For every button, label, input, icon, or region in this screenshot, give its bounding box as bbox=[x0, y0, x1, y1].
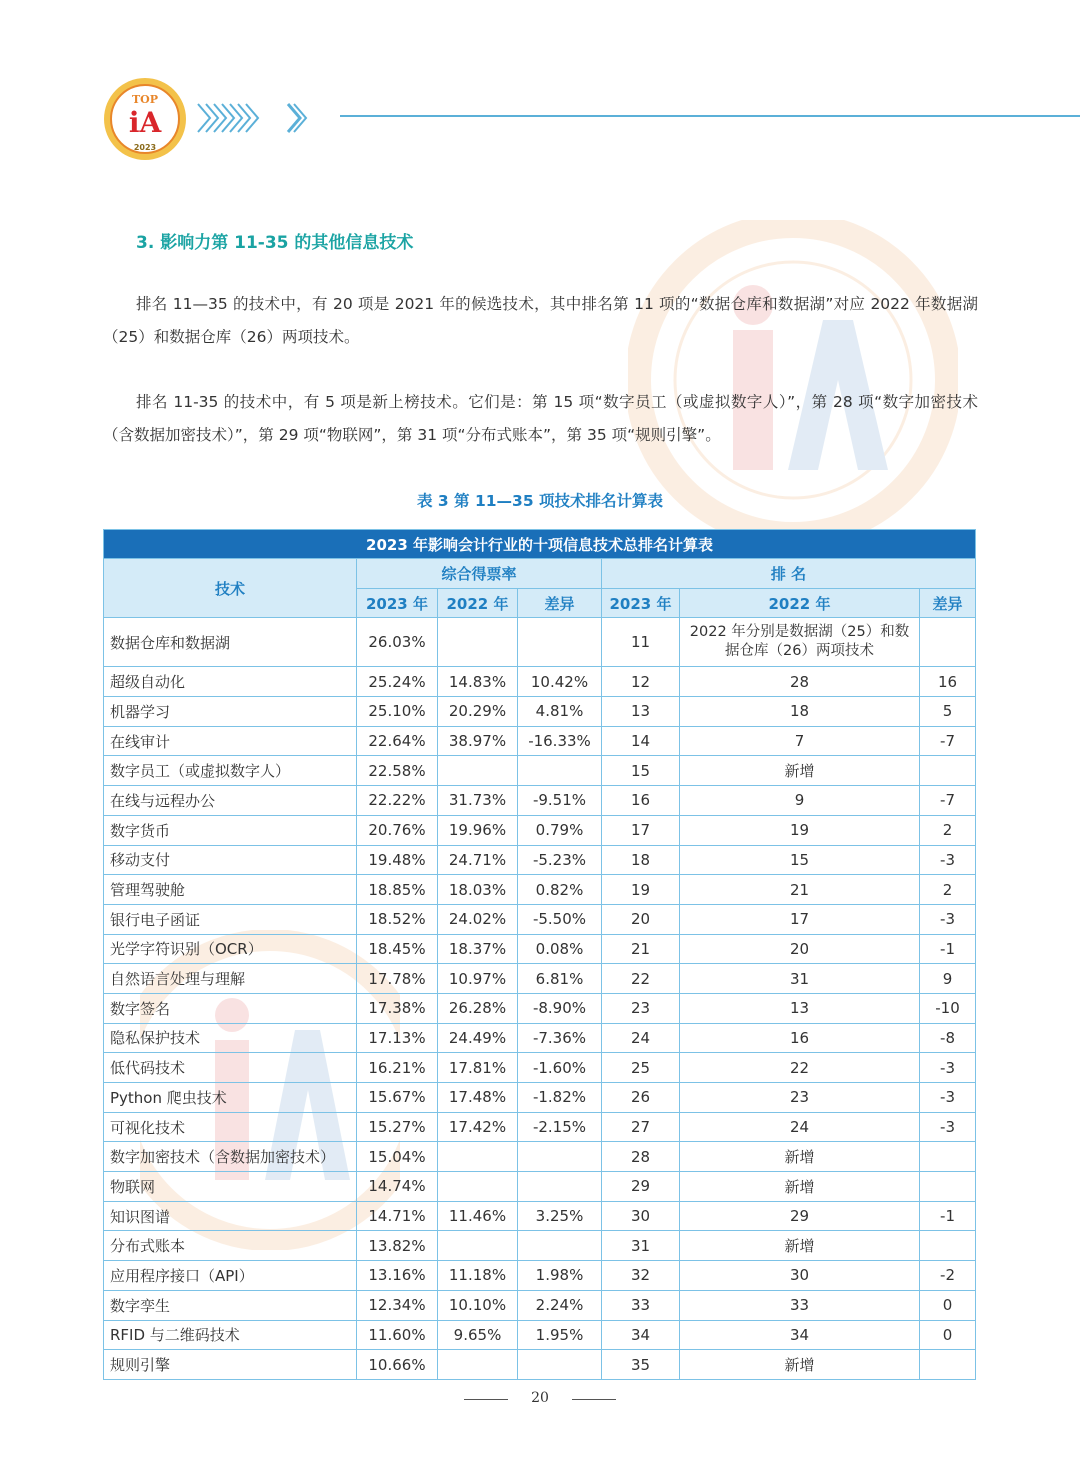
cell-rank-diff: -3 bbox=[920, 1083, 976, 1113]
cell-rate-diff bbox=[518, 1142, 602, 1172]
cell-rate-2022: 38.97% bbox=[438, 726, 518, 756]
cell-rank-2022: 33 bbox=[680, 1290, 920, 1320]
footer-rule-right bbox=[572, 1399, 616, 1400]
table-row bbox=[104, 1023, 976, 1053]
cell-rate-diff: 3.25% bbox=[518, 1201, 602, 1231]
cell-rank-2022: 18 bbox=[680, 697, 920, 727]
cell-rank-2023: 13 bbox=[602, 697, 680, 727]
cell-rank-2022: 21 bbox=[680, 875, 920, 905]
cell-rate-2022: 19.96% bbox=[438, 815, 518, 845]
cell-rate-diff: -7.36% bbox=[518, 1023, 602, 1053]
table-row bbox=[104, 1350, 976, 1380]
table-row bbox=[104, 667, 976, 697]
header-rate-group: 综合得票率 bbox=[357, 559, 602, 589]
cell-tech: 数字员工（或虚拟数字人） bbox=[104, 756, 357, 786]
header-tech: 技术 bbox=[104, 559, 357, 618]
cell-rate-2022: 11.18% bbox=[438, 1261, 518, 1291]
cell-rate-2022 bbox=[438, 618, 518, 667]
cell-rate-2022: 17.42% bbox=[438, 1112, 518, 1142]
cell-rank-2023: 23 bbox=[602, 993, 680, 1023]
cell-rank-2023: 25 bbox=[602, 1053, 680, 1083]
section-title: 3. 影响力第 11-35 的其他信息技术 bbox=[136, 233, 414, 253]
cell-tech: 隐私保护技术 bbox=[104, 1023, 357, 1053]
cell-rank-2023: 33 bbox=[602, 1290, 680, 1320]
cell-rate-2023: 18.52% bbox=[357, 904, 438, 934]
cell-rank-2023: 20 bbox=[602, 904, 680, 934]
cell-rank-2023: 30 bbox=[602, 1201, 680, 1231]
cell-rank-2023: 15 bbox=[602, 756, 680, 786]
cell-tech: 数字货币 bbox=[104, 815, 357, 845]
cell-rate-diff: -9.51% bbox=[518, 786, 602, 816]
cell-rate-2023: 26.03% bbox=[357, 618, 438, 667]
cell-rate-2022: 18.03% bbox=[438, 875, 518, 905]
cell-rate-2022 bbox=[438, 1350, 518, 1380]
cell-rank-diff: 0 bbox=[920, 1320, 976, 1350]
cell-rank-2022: 新增 bbox=[680, 1350, 920, 1380]
cell-rate-diff: -8.90% bbox=[518, 993, 602, 1023]
cell-rank-diff: -1 bbox=[920, 934, 976, 964]
cell-rate-2023: 13.16% bbox=[357, 1261, 438, 1291]
cell-rank-2022: 22 bbox=[680, 1053, 920, 1083]
table-row bbox=[104, 697, 976, 727]
cell-rank-diff: 0 bbox=[920, 1290, 976, 1320]
cell-rate-2023: 17.78% bbox=[357, 964, 438, 994]
cell-rank-diff: -1 bbox=[920, 1201, 976, 1231]
cell-rank-diff: -3 bbox=[920, 845, 976, 875]
cell-rank-2023: 28 bbox=[602, 1142, 680, 1172]
cell-tech: 管理驾驶舱 bbox=[104, 875, 357, 905]
cell-rank-2023: 21 bbox=[602, 934, 680, 964]
cell-rate-2023: 16.21% bbox=[357, 1053, 438, 1083]
cell-rate-2022 bbox=[438, 756, 518, 786]
cell-rank-2022: 2022 年分别是数据湖（25）和数据仓库（26）两项技术 bbox=[680, 618, 920, 667]
cell-rate-diff bbox=[518, 1172, 602, 1202]
cell-rank-diff: 2 bbox=[920, 875, 976, 905]
cell-rate-2022: 24.02% bbox=[438, 904, 518, 934]
cell-rate-diff: 6.81% bbox=[518, 964, 602, 994]
cell-tech: 可视化技术 bbox=[104, 1112, 357, 1142]
cell-rank-2022: 15 bbox=[680, 845, 920, 875]
header-rank-group: 排 名 bbox=[602, 559, 976, 589]
cell-rate-2023: 15.04% bbox=[357, 1142, 438, 1172]
cell-rank-diff bbox=[920, 756, 976, 786]
cell-tech: 规则引擎 bbox=[104, 1350, 357, 1380]
table-row bbox=[104, 875, 976, 905]
cell-tech: Python 爬虫技术 bbox=[104, 1083, 357, 1113]
header-rate-2022: 2022 年 bbox=[438, 588, 518, 618]
top-ia-logo bbox=[102, 76, 188, 162]
table-title: 2023 年影响会计行业的十项信息技术总排名计算表 bbox=[104, 530, 976, 559]
table-row bbox=[104, 726, 976, 756]
cell-rate-diff bbox=[518, 618, 602, 667]
cell-rank-diff: -8 bbox=[920, 1023, 976, 1053]
table-row bbox=[104, 1231, 976, 1261]
cell-rank-2022: 新增 bbox=[680, 1231, 920, 1261]
cell-rank-diff: -10 bbox=[920, 993, 976, 1023]
cell-rate-diff: 1.95% bbox=[518, 1320, 602, 1350]
table-row bbox=[104, 1201, 976, 1231]
page-number: 20 bbox=[531, 1390, 549, 1406]
paragraph-2: 排名 11-35 的技术中，有 5 项是新上榜技术。它们是：第 15 项“数字员工（或虚拟数字人）”，第 28 项“数字加密技术（含数据加密技术）”，第 29 项“物联网”，第 31 项“分布式账本”，第 35 项“规则引擎”。 bbox=[103, 393, 978, 444]
cell-rate-2023: 17.13% bbox=[357, 1023, 438, 1053]
cell-rate-diff: 0.79% bbox=[518, 815, 602, 845]
cell-rate-2023: 12.34% bbox=[357, 1290, 438, 1320]
cell-rank-2022: 9 bbox=[680, 786, 920, 816]
table-row bbox=[104, 1290, 976, 1320]
cell-rank-diff: 5 bbox=[920, 697, 976, 727]
cell-rate-2023: 10.66% bbox=[357, 1350, 438, 1380]
cell-rate-2023: 18.85% bbox=[357, 875, 438, 905]
cell-rank-2022: 19 bbox=[680, 815, 920, 845]
cell-rate-2022: 11.46% bbox=[438, 1201, 518, 1231]
cell-rank-2023: 17 bbox=[602, 815, 680, 845]
table-row bbox=[104, 786, 976, 816]
cell-rate-2023: 25.10% bbox=[357, 697, 438, 727]
table-row bbox=[104, 1083, 976, 1113]
cell-rate-2023: 22.58% bbox=[357, 756, 438, 786]
table-row bbox=[104, 964, 976, 994]
svg-text:TOP: TOP bbox=[131, 93, 159, 106]
header-rank-2022: 2022 年 bbox=[680, 588, 920, 618]
header-rate-2023: 2023 年 bbox=[357, 588, 438, 618]
cell-rate-2022: 24.71% bbox=[438, 845, 518, 875]
cell-rank-2023: 29 bbox=[602, 1172, 680, 1202]
cell-tech: 低代码技术 bbox=[104, 1053, 357, 1083]
header-rank-2023: 2023 年 bbox=[602, 588, 680, 618]
cell-rate-diff bbox=[518, 1350, 602, 1380]
cell-rate-diff: -5.50% bbox=[518, 904, 602, 934]
cell-rank-2022: 31 bbox=[680, 964, 920, 994]
cell-tech: 应用程序接口（API） bbox=[104, 1261, 357, 1291]
cell-rate-2023: 22.22% bbox=[357, 786, 438, 816]
table-row bbox=[104, 1142, 976, 1172]
cell-rate-2022: 31.73% bbox=[438, 786, 518, 816]
cell-rate-diff: -2.15% bbox=[518, 1112, 602, 1142]
table-row bbox=[104, 1112, 976, 1142]
cell-rate-2023: 20.76% bbox=[357, 815, 438, 845]
cell-rate-2023: 19.48% bbox=[357, 845, 438, 875]
cell-rank-2023: 18 bbox=[602, 845, 680, 875]
cell-rank-diff bbox=[920, 1231, 976, 1261]
cell-tech: 自然语言处理与理解 bbox=[104, 964, 357, 994]
cell-tech: 在线与远程办公 bbox=[104, 786, 357, 816]
cell-rank-diff: -3 bbox=[920, 1053, 976, 1083]
table-row bbox=[104, 756, 976, 786]
cell-rate-2023: 11.60% bbox=[357, 1320, 438, 1350]
cell-tech: 银行电子函证 bbox=[104, 904, 357, 934]
cell-rank-2023: 35 bbox=[602, 1350, 680, 1380]
cell-rank-2023: 32 bbox=[602, 1261, 680, 1291]
cell-rate-2022: 24.49% bbox=[438, 1023, 518, 1053]
cell-rate-diff: 10.42% bbox=[518, 667, 602, 697]
cell-rate-diff: 0.08% bbox=[518, 934, 602, 964]
svg-text:2023: 2023 bbox=[133, 143, 157, 152]
cell-rank-2023: 12 bbox=[602, 667, 680, 697]
cell-rate-2023: 15.27% bbox=[357, 1112, 438, 1142]
cell-rank-2022: 24 bbox=[680, 1112, 920, 1142]
cell-tech: 光学字符识别（OCR） bbox=[104, 934, 357, 964]
cell-rank-2023: 26 bbox=[602, 1083, 680, 1113]
cell-rank-2022: 16 bbox=[680, 1023, 920, 1053]
cell-rate-diff bbox=[518, 756, 602, 786]
cell-tech: 物联网 bbox=[104, 1172, 357, 1202]
cell-rank-2022: 新增 bbox=[680, 1172, 920, 1202]
cell-tech: 在线审计 bbox=[104, 726, 357, 756]
cell-tech: 分布式账本 bbox=[104, 1231, 357, 1261]
cell-rank-2023: 11 bbox=[602, 618, 680, 667]
header-rule bbox=[340, 115, 1080, 117]
table-body bbox=[104, 618, 976, 1380]
table-row bbox=[104, 993, 976, 1023]
cell-rank-2022: 17 bbox=[680, 904, 920, 934]
cell-rank-2023: 24 bbox=[602, 1023, 680, 1053]
cell-tech: 移动支付 bbox=[104, 845, 357, 875]
table-row bbox=[104, 618, 976, 667]
cell-rank-2022: 13 bbox=[680, 993, 920, 1023]
cell-rank-2023: 22 bbox=[602, 964, 680, 994]
cell-rate-2023: 14.74% bbox=[357, 1172, 438, 1202]
cell-rate-2022: 20.29% bbox=[438, 697, 518, 727]
cell-rate-2022: 18.37% bbox=[438, 934, 518, 964]
cell-rate-diff: -1.60% bbox=[518, 1053, 602, 1083]
cell-rank-2022: 20 bbox=[680, 934, 920, 964]
cell-rank-2023: 16 bbox=[602, 786, 680, 816]
cell-rank-2023: 34 bbox=[602, 1320, 680, 1350]
table-row bbox=[104, 1172, 976, 1202]
cell-rank-diff: -7 bbox=[920, 726, 976, 756]
cell-rank-2022: 新增 bbox=[680, 756, 920, 786]
cell-rate-diff bbox=[518, 1231, 602, 1261]
cell-rate-2023: 22.64% bbox=[357, 726, 438, 756]
cell-rank-2023: 31 bbox=[602, 1231, 680, 1261]
cell-rate-diff: -5.23% bbox=[518, 845, 602, 875]
cell-rank-diff: -3 bbox=[920, 904, 976, 934]
table-row bbox=[104, 815, 976, 845]
cell-rate-2022: 17.48% bbox=[438, 1083, 518, 1113]
cell-tech: 数字孪生 bbox=[104, 1290, 357, 1320]
cell-rate-2022: 10.97% bbox=[438, 964, 518, 994]
cell-rank-2023: 14 bbox=[602, 726, 680, 756]
cell-rank-2022: 7 bbox=[680, 726, 920, 756]
page-header bbox=[0, 0, 1080, 170]
table-row bbox=[104, 934, 976, 964]
cell-rate-2023: 14.71% bbox=[357, 1201, 438, 1231]
cell-tech: 超级自动化 bbox=[104, 667, 357, 697]
cell-rate-diff: 1.98% bbox=[518, 1261, 602, 1291]
cell-rate-diff: 2.24% bbox=[518, 1290, 602, 1320]
table-row bbox=[104, 845, 976, 875]
cell-tech: 数据仓库和数据湖 bbox=[104, 618, 357, 667]
cell-rank-2022: 23 bbox=[680, 1083, 920, 1113]
cell-rank-2022: 28 bbox=[680, 667, 920, 697]
cell-rate-2022: 14.83% bbox=[438, 667, 518, 697]
cell-rate-2022: 17.81% bbox=[438, 1053, 518, 1083]
header-rate-diff: 差异 bbox=[518, 588, 602, 618]
table-row bbox=[104, 1053, 976, 1083]
cell-rank-diff: -3 bbox=[920, 1112, 976, 1142]
cell-rank-diff bbox=[920, 618, 976, 667]
cell-rate-2023: 25.24% bbox=[357, 667, 438, 697]
cell-rate-2023: 15.67% bbox=[357, 1083, 438, 1113]
svg-text:iA: iA bbox=[128, 106, 162, 139]
header-rank-diff: 差异 bbox=[920, 588, 976, 618]
paragraph-1: 排名 11—35 的技术中，有 20 项是 2021 年的候选技术，其中排名第 11 项的“数据仓库和数据湖”对应 2022 年数据湖（25）和数据仓库（26）两项技术。 bbox=[103, 295, 978, 346]
cell-rate-2022: 9.65% bbox=[438, 1320, 518, 1350]
cell-tech: 知识图谱 bbox=[104, 1201, 357, 1231]
cell-rank-2023: 19 bbox=[602, 875, 680, 905]
cell-rate-2022: 10.10% bbox=[438, 1290, 518, 1320]
cell-tech: RFID 与二维码技术 bbox=[104, 1320, 357, 1350]
cell-rate-diff: 0.82% bbox=[518, 875, 602, 905]
cell-tech: 机器学习 bbox=[104, 697, 357, 727]
chevron-arrows-icon bbox=[196, 100, 316, 136]
cell-rank-diff bbox=[920, 1172, 976, 1202]
cell-tech: 数字加密技术（含数据加密技术） bbox=[104, 1142, 357, 1172]
cell-rank-diff: -2 bbox=[920, 1261, 976, 1291]
cell-rank-diff: 16 bbox=[920, 667, 976, 697]
cell-rank-2022: 30 bbox=[680, 1261, 920, 1291]
cell-rank-diff: 9 bbox=[920, 964, 976, 994]
cell-rank-diff bbox=[920, 1142, 976, 1172]
cell-rate-diff: -1.82% bbox=[518, 1083, 602, 1113]
table-row bbox=[104, 904, 976, 934]
cell-rate-2023: 13.82% bbox=[357, 1231, 438, 1261]
cell-rate-2022 bbox=[438, 1231, 518, 1261]
cell-rate-2022 bbox=[438, 1142, 518, 1172]
table-row bbox=[104, 1261, 976, 1291]
table-caption: 表 3 第 11—35 项技术排名计算表 bbox=[416, 492, 663, 510]
cell-rank-diff: 2 bbox=[920, 815, 976, 845]
cell-rate-diff: -16.33% bbox=[518, 726, 602, 756]
cell-rate-2023: 17.38% bbox=[357, 993, 438, 1023]
cell-tech: 数字签名 bbox=[104, 993, 357, 1023]
cell-rank-2022: 34 bbox=[680, 1320, 920, 1350]
cell-rank-diff: -7 bbox=[920, 786, 976, 816]
table-row bbox=[104, 1320, 976, 1350]
cell-rate-2023: 18.45% bbox=[357, 934, 438, 964]
cell-rank-2023: 27 bbox=[602, 1112, 680, 1142]
cell-rate-diff: 4.81% bbox=[518, 697, 602, 727]
cell-rank-2022: 新增 bbox=[680, 1142, 920, 1172]
cell-rank-2022: 29 bbox=[680, 1201, 920, 1231]
cell-rate-2022: 26.28% bbox=[438, 993, 518, 1023]
cell-rank-diff bbox=[920, 1350, 976, 1380]
ranking-table bbox=[103, 529, 976, 1380]
cell-rate-2022 bbox=[438, 1172, 518, 1202]
